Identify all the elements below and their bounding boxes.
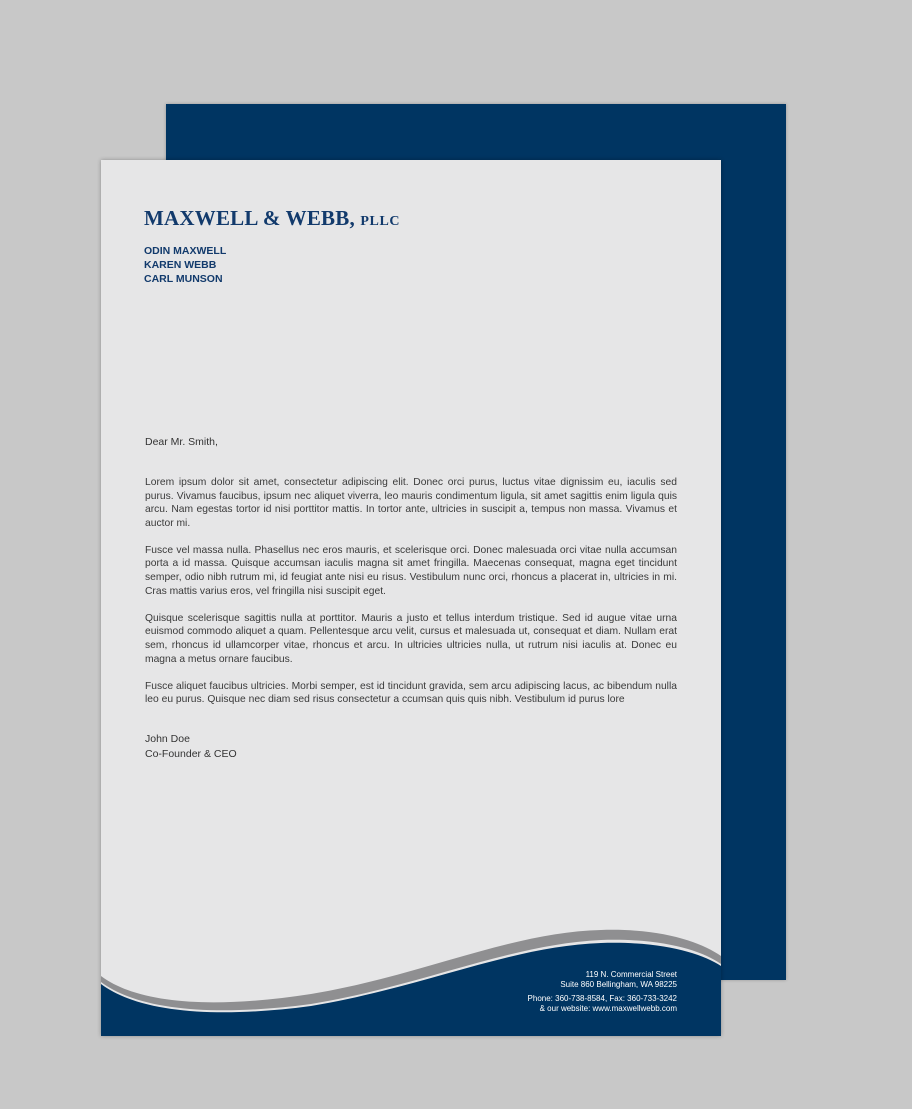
body-paragraph: Fusce vel massa nulla. Phasellus nec eros mauris, et scelerisque orci. Donec malesuada orci vitae nulla accumsan porta a id massa. Quisque accumsan iaculis magna sit amet fringilla. Maecenas consequat, magna eget tincidunt semper, odio nibh rutrum mi, id feugiat ante nisi eu risus. Vestibulum nunc orci, rhoncus a placerat in, ultricies in mi. Cras mattis varius eros, vel fringilla nisi suscipit eget. <box>145 544 677 597</box>
body-paragraph: Fusce aliquet faucibus ultricies. Morbi semper, est id tincidunt gravida, sem arcu adipiscing lacus, ac bibendum nulla leo eu purus. Quisque nec diam sed risus consectetur a ccumsan quis quis nibh. Vestibulum id purus lore <box>145 680 677 706</box>
letter-body <box>145 476 677 720</box>
partner-name: KAREN WEBB <box>144 259 217 271</box>
phone-fax-line: Phone: 360-738-8584, Fax: 360-733-3242 <box>527 994 677 1003</box>
partner-name: CARL MUNSON <box>144 273 223 285</box>
signer-name: John Doe <box>145 733 190 745</box>
contact-info <box>528 970 677 1014</box>
partner-name: ODIN MAXWELL <box>144 245 227 257</box>
partner-list <box>144 244 226 286</box>
salutation: Dear Mr. Smith, <box>145 436 218 448</box>
signer-title: Co-Founder & CEO <box>145 748 237 760</box>
letterhead-page <box>101 160 721 1036</box>
firm-name-text: MAXWELL & WEBB, <box>144 206 355 230</box>
body-paragraph: Quisque scelerisque sagittis nulla at porttitor. Mauris a justo et tellus interdum tristique. Sed id augue vitae urna euismod commodo aliquet a quam. Pellentesque arcu velit, cursus et malesuada ut, consequat et diam. Nullam erat sem, rhoncus id ullamcorper vitae, rhoncus et arcu. In ultricies ultricies nulla, ut rutrum nisi iaculis at. Donec eu magna a metus ornare faucibus. <box>145 612 677 665</box>
address-line: 119 N. Commercial Street <box>585 970 677 979</box>
firm-name <box>144 206 400 231</box>
address-line: Suite 860 Bellingham, WA 98225 <box>560 980 677 989</box>
firm-suffix: PLLC <box>360 214 401 229</box>
website-line: & our website: www.maxwellwebb.com <box>539 1004 677 1013</box>
body-paragraph: Lorem ipsum dolor sit amet, consectetur adipiscing elit. Donec orci purus, luctus vitae dignissim eu, iaculis sed purus. Vivamus faucibus, ipsum nec aliquet viverra, leo mauris condimentum ligula, sit amet sagittis enim ligula quis arcu. Nam egestas tortor id nisi porttitor mattis. In tortor ante, ultricies in suscipit a, tempus non massa. Vivamus et auctor mi. <box>145 477 677 529</box>
signature-block <box>145 732 237 762</box>
